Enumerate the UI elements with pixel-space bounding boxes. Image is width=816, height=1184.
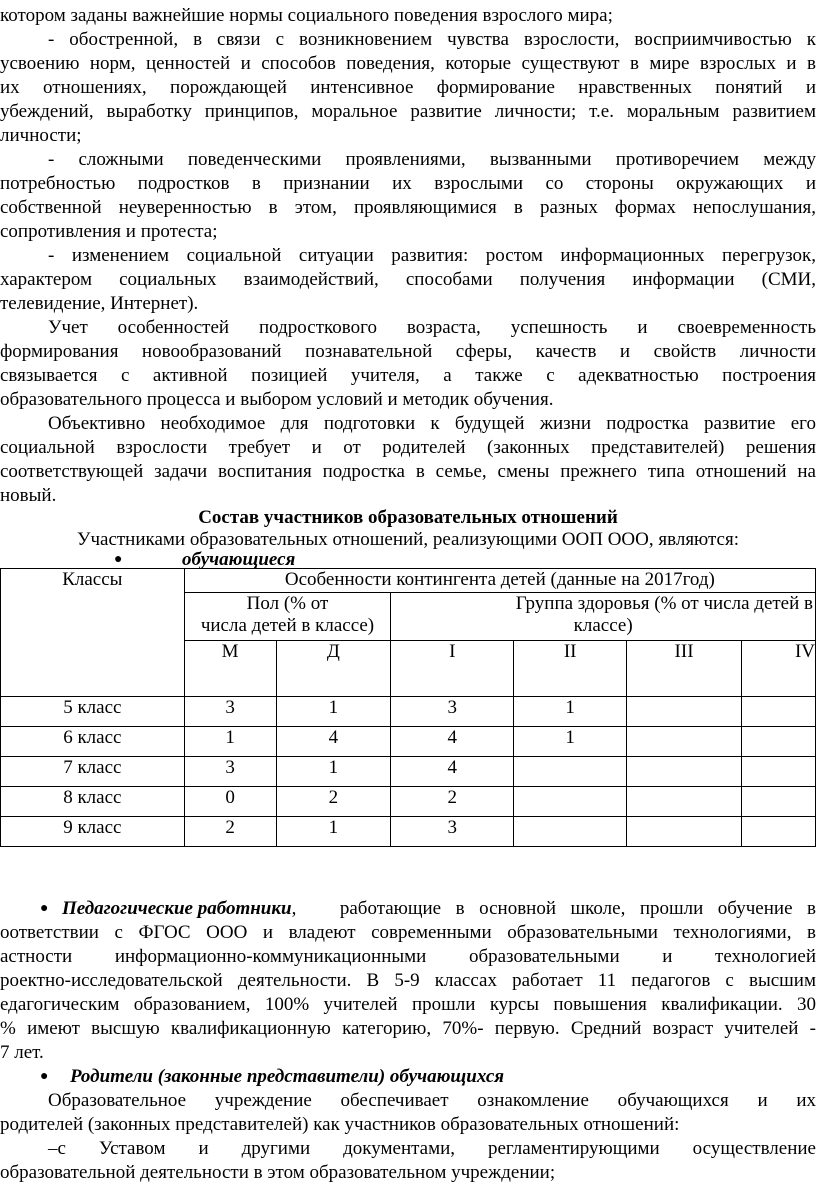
text-line: телевидение, Интернет). — [0, 293, 199, 314]
text-line: собственной неуверенностью в этом, проявляющимися в разных формах непослушания, — [0, 197, 816, 218]
text-line: соответствующей задачи воспитания подростка в семье, смены прежнего типа отношений на — [0, 461, 816, 482]
text-line: 7 лет. — [0, 1042, 44, 1063]
text-line: - изменением социальной ситуации развития: ростом информационных перегрузок, — [48, 245, 816, 266]
bullet-students-label: обучающиеся — [182, 549, 296, 570]
text-line: Учет особенностей подросткового возраста, успешность и своевременность — [48, 317, 816, 338]
header-health — [391, 593, 816, 641]
cell-group-3 — [627, 697, 742, 727]
text-line: астности информационно-коммуникационными образовательными и технологией — [0, 946, 816, 967]
text-line: родителей (законных представителей) как участников образовательных отношений: — [0, 1114, 680, 1135]
text-line: роектно-исследовательской деятельности. В 5-9 классах работает 11 педагогов с высшим — [0, 970, 816, 991]
contingent-table — [0, 568, 816, 847]
text-line: образовательной деятельности в этом образовательном учреждении; — [0, 1162, 556, 1183]
ped-line-1-rest: , работающие в основной школе, прошли обучение в — [291, 898, 816, 919]
bullet-icon: ● — [114, 552, 123, 567]
header-classes: Классы — [1, 569, 185, 697]
cell-group-1: 3 — [391, 697, 514, 727]
header-health-line2: классе) — [573, 615, 633, 636]
cell-group-2: 1 — [514, 697, 627, 727]
cell-female: 4 — [276, 727, 391, 757]
cell-group-3 — [627, 787, 742, 817]
header-gender — [184, 593, 391, 641]
text-line: их отношениях, порождающей интенсивное формирование нравственных понятий и — [0, 77, 816, 98]
cell-class: 9 класс — [1, 817, 185, 847]
text-line: характером социальных взаимодействий, способами получения информации (СМИ, — [0, 269, 816, 290]
text-line: усвоению норм, ценностей и способов поведения, которые существуют в мире взрослых и в — [0, 53, 816, 74]
text-line: едагогическим образованием, 100% учителей прошли курсы повышения квалификации. 30 — [0, 994, 816, 1015]
section-title: Состав участников образовательных отношений — [198, 507, 618, 528]
header-gender-line2: числа детей в классе) — [200, 615, 375, 636]
cell-class: 7 класс — [1, 757, 185, 787]
cell-female: 1 — [276, 817, 391, 847]
cell-group-4 — [742, 697, 816, 727]
cell-male: 1 — [184, 727, 276, 757]
cell-male: 2 — [184, 817, 276, 847]
text-line: котором заданы важнейшие нормы социального поведения взрослого мира; — [0, 5, 613, 26]
text-line: - сложными поведенческими проявлениями, вызванными противоречием между — [48, 149, 816, 170]
cell-group-2 — [514, 787, 627, 817]
cell-group-3 — [627, 757, 742, 787]
bullet-icon: ● — [40, 1069, 49, 1084]
cell-class: 6 класс — [1, 727, 185, 757]
cell-group-4 — [742, 787, 816, 817]
bullet-icon: ● — [40, 901, 49, 916]
header-group-4: IV — [742, 641, 816, 697]
cell-group-4 — [742, 727, 816, 757]
table-row — [1, 817, 816, 847]
cell-male: 3 — [184, 697, 276, 727]
header-features: Особенности контингента детей (данные на 2017год) — [184, 569, 815, 593]
cell-group-1: 2 — [391, 787, 514, 817]
section-intro: Участниками образовательных отношений, реализующими ООП ООО, являются: — [77, 529, 739, 550]
text-line: образовательного процесса и выбором условий и методик обучения. — [0, 389, 554, 410]
cell-group-2 — [514, 817, 627, 847]
text-line: Объективно необходимое для подготовки к будущей жизни подростка развитие его — [48, 413, 816, 434]
cell-male: 0 — [184, 787, 276, 817]
cell-class: 8 класс — [1, 787, 185, 817]
table-row — [1, 787, 816, 817]
parents-title: Родители (законные представители) обучающихся — [70, 1066, 505, 1087]
text-line: потребностью подростков в признании их взрослыми со стороны окружающих и — [0, 173, 816, 194]
cell-female: 1 — [276, 757, 391, 787]
cell-female: 2 — [276, 787, 391, 817]
text-line: личности; — [0, 125, 82, 146]
header-gender-line1: Пол (% от — [246, 593, 329, 614]
header-group-3: III — [627, 641, 742, 697]
ped-line-1 — [62, 898, 816, 920]
text-line: –с Уставом и другими документами, регламентирующими осуществление — [48, 1138, 816, 1159]
text-line: - обостренной, в связи с возникновением чувства взрослости, восприимчивостью к — [48, 29, 816, 50]
table-row — [1, 727, 816, 757]
text-line: новый. — [0, 485, 57, 506]
cell-male: 3 — [184, 757, 276, 787]
cell-group-3 — [627, 817, 742, 847]
header-health-line1: Группа здоровья (% от числа детей в — [515, 593, 813, 614]
header-group-2: II — [514, 641, 627, 697]
cell-group-1: 4 — [391, 727, 514, 757]
cell-group-1: 4 — [391, 757, 514, 787]
cell-group-2 — [514, 757, 627, 787]
table-row — [1, 697, 816, 727]
text-line: Образовательное учреждение обеспечивает ознакомление обучающихся и их — [48, 1090, 816, 1111]
cell-group-4 — [742, 817, 816, 847]
text-line: оответствии с ФГОС ООО и владеют современными образовательными технологиями, в — [0, 922, 816, 943]
header-male: М — [184, 641, 276, 697]
text-line: % имеют высшую квалификационную категорию, 70%- первую. Средний возраст учителей - — [0, 1018, 816, 1039]
text-line: социальной взрослости требует и от родителей (законных представителей) решения — [0, 437, 816, 458]
text-line: сопротивления и протеста; — [0, 221, 218, 242]
cell-group-3 — [627, 727, 742, 757]
cell-group-4 — [742, 757, 816, 787]
text-line: связывается с активной позицией учителя, а также с адекватностью построения — [0, 365, 816, 386]
cell-female: 1 — [276, 697, 391, 727]
table-row — [1, 757, 816, 787]
text-line: формирования новообразований познавательной сферы, качеств и свойств личности — [0, 341, 816, 362]
cell-class: 5 класс — [1, 697, 185, 727]
cell-group-2: 1 — [514, 727, 627, 757]
ped-title: Педагогические работники — [62, 898, 292, 919]
header-female: Д — [276, 641, 391, 697]
text-line: убеждений, выработку принципов, моральное развитие личности; т.е. моральным развитием — [0, 101, 816, 122]
cell-group-1: 3 — [391, 817, 514, 847]
header-group-1: I — [391, 641, 514, 697]
